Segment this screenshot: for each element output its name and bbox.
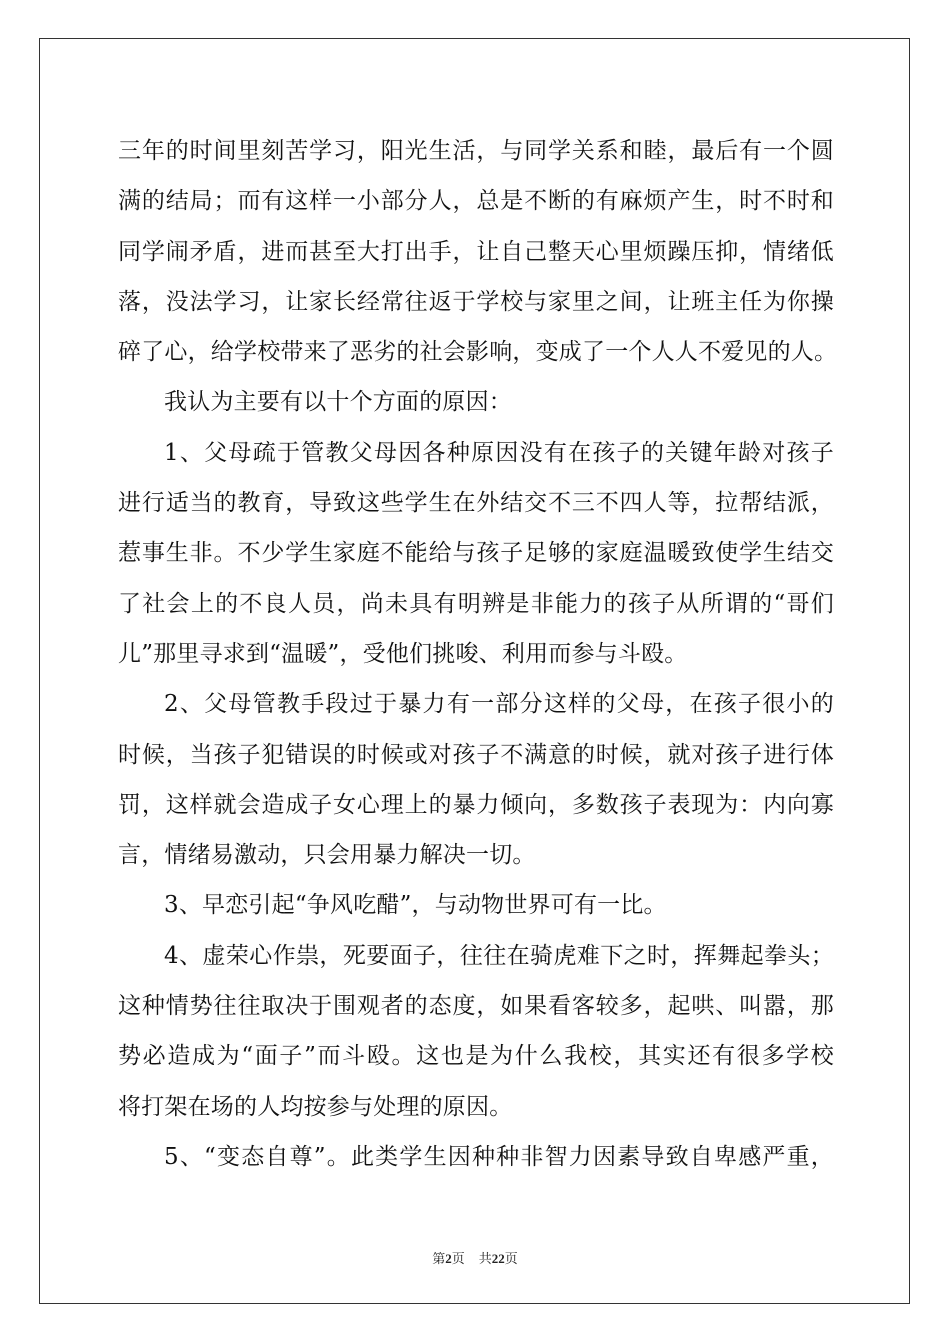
footer-page-prefix: 第 (432, 1251, 446, 1266)
page-footer (0, 1248, 950, 1267)
text-line: 满的结局；而有这样一小部分人，总是不断的有麻烦产生，时不时和 (118, 188, 834, 215)
text-line: 时候，当孩子犯错误的时候或对孩子不满意的时候，就对孩子进行体 (118, 741, 834, 768)
text-line: 儿”那里寻求到“温暖”，受他们挑唆、利用而参与斗殴。 (118, 640, 688, 667)
text-line: 2、父母管教手段过于暴力有一部分这样的父母，在孩子很小的 (164, 691, 834, 718)
text-line: 将打架在场的人均按参与处理的原因。 (118, 1093, 513, 1120)
footer-page-suffix: 页 (451, 1251, 465, 1266)
text-line: 势必造成为“面子”而斗殴。这也是为什么我校，其实还有很多学校 (118, 1043, 834, 1070)
text-line: 这种情势往往取决于围观者的态度，如果看客较多，起哄、叫嚣，那 (118, 993, 834, 1020)
text-line: 我认为主要有以十个方面的原因： (164, 389, 512, 416)
text-line: 三年的时间里刻苦学习，阳光生活，与同学关系和睦，最后有一个圆 (118, 138, 834, 164)
text-line: 5、“变态自尊”。此类学生因种种非智力因素导致自卑感严重， (164, 1143, 834, 1170)
footer-total-suffix: 页 (504, 1251, 518, 1266)
text-line: 惹事生非。不少学生家庭不能给与孩子足够的家庭温暖致使学生结交 (118, 540, 834, 567)
text-line: 1、父母疏于管教父母因各种原因没有在孩子的关键年龄对孩子 (164, 439, 834, 466)
footer-total-prefix: 共 (478, 1251, 492, 1266)
text-line: 罚，这样就会造成子女心理上的暴力倾向，多数孩子表现为：内向寡 (118, 791, 834, 818)
document-body (118, 126, 838, 1182)
footer-total-number: 22 (491, 1251, 505, 1266)
text-line: 碎了心，给学校带来了恶劣的社会影响，变成了一个人人不爱见的人。 (118, 339, 838, 366)
text-line: 言，情绪易激动，只会用暴力解决一切。 (118, 842, 536, 869)
text-line: 同学闹矛盾，进而甚至大打出手，让自己整天心里烦躁压抑，情绪低 (118, 238, 834, 265)
text-line: 落，没法学习，让家长经常往返于学校与家里之间，让班主任为你操 (118, 288, 834, 315)
text-line: 进行适当的教育，导致这些学生在外结交不三不四人等，拉帮结派， (118, 490, 834, 517)
text-line: 4、虚荣心作祟，死要面子，往往在骑虎难下之时，挥舞起拳头； (164, 942, 834, 969)
text-line: 了社会上的不良人员，尚未具有明辨是非能力的孩子从所谓的“哥们 (118, 590, 834, 617)
footer-page-number: 2 (445, 1251, 452, 1266)
text-line: 3、早恋引起“争风吃醋”，与动物世界可有一比。 (164, 892, 667, 919)
